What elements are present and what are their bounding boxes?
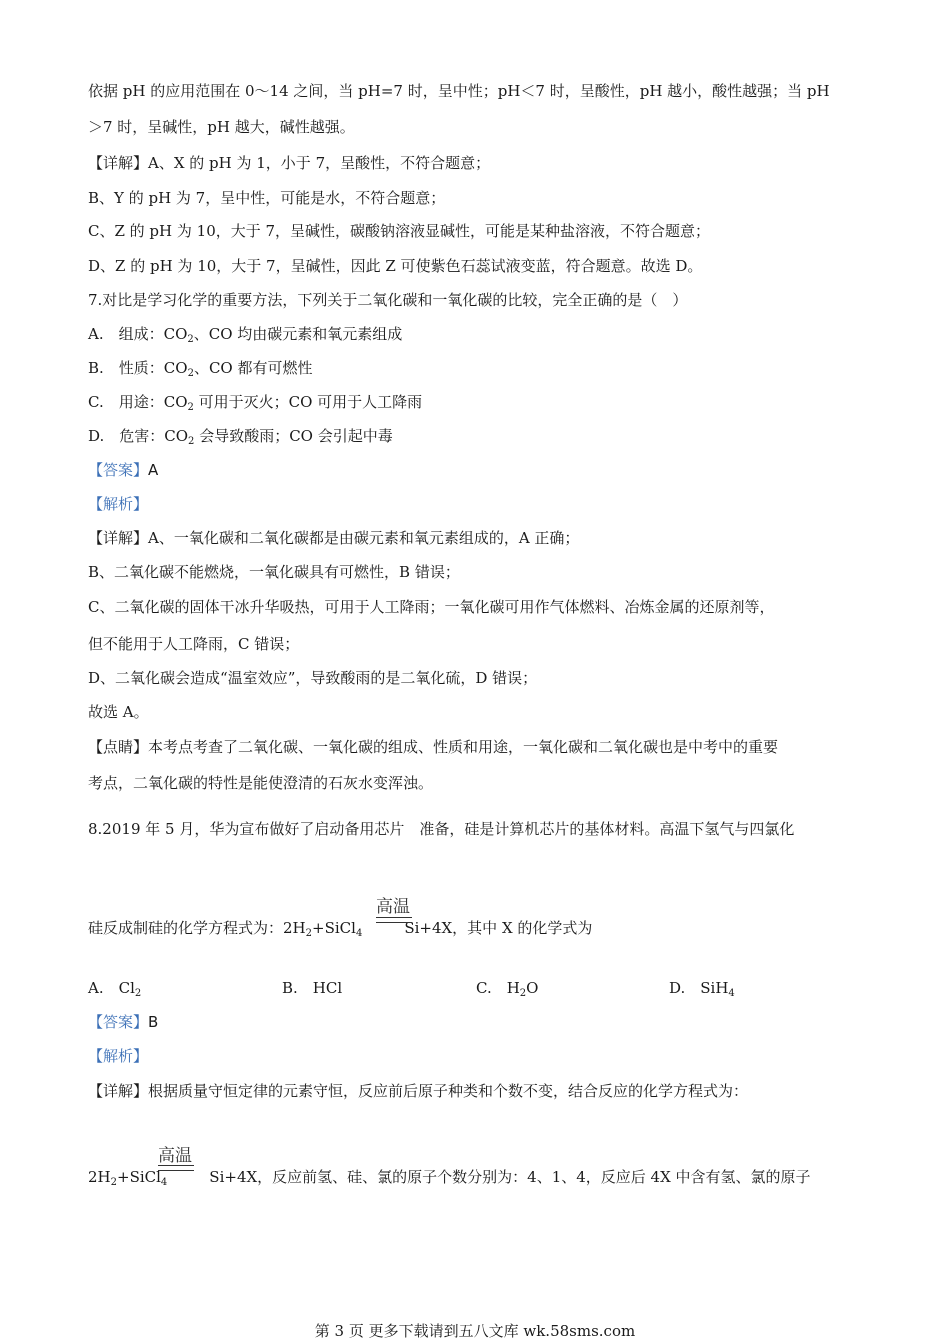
text-line: B、Y 的 pH 为 7，呈中性，可能是水，不符合题意； — [88, 189, 446, 207]
page-footer: 第 3 页 更多下载请到五八文库 wk.58sms.com — [314, 1322, 636, 1340]
option-8d: D. SiH$_4$ — [669, 979, 735, 999]
text-line: D、二氧化碳会造成“温室效应”，导致酸雨的是二氧化硫，D 错误； — [88, 669, 538, 687]
text-line: C、Z 的 pH 为 10，大于 7，呈碱性，碳酸钠溶液显碱性，可能是某种盐溶液，不符合题意； — [88, 222, 711, 240]
condition-high-temp: 高温 — [376, 897, 410, 917]
answer-7: 【答案】A — [88, 461, 159, 479]
answer-8: 【答案】B — [88, 1013, 159, 1031]
text-line: D、Z 的 pH 为 10，大于 7，呈碱性，因此 Z 可使紫色石蕊试液变蓝，符合题意。故选 D。 — [88, 257, 703, 275]
analysis-label-8: 【解析】 — [88, 1047, 149, 1065]
option-8c: C. $H_2O$ — [476, 979, 539, 999]
option-7a: A. 组成：$CO_2$、CO 均由碳元素和氧元素组成 — [88, 325, 403, 345]
text-line: 【详解】A、X 的 pH 为 1，小于 7，呈酸性，不符合题意； — [88, 154, 491, 172]
question-7: 7.对比是学习化学的重要方法，下列关于二氧化碳和一氧化碳的比较，完全正确的是（ ） — [88, 291, 688, 309]
option-7b: B. 性质：$CO_2$、CO 都有可燃性 — [88, 359, 313, 379]
option-7d: D. 危害：$CO_2$ 会导致酸雨；CO 会引起中毒 — [88, 427, 393, 447]
text-line: 【详解】A、一氧化碳和二氧化碳都是由碳元素和氧元素组成的，A 正确； — [88, 529, 580, 547]
text-line: ＞7 时，呈碱性，pH 越大，碱性越强。 — [88, 118, 355, 136]
option-7c: C. 用途：$CO_2$ 可用于灭火；CO 可用于人工降雨 — [88, 393, 423, 413]
analysis-label-7: 【解析】 — [88, 495, 149, 513]
text-line: 【点睛】本考点考查了二氧化碳、一氧化碳的组成、性质和用途，一氧化碳和二氧化碳也是中考中的重要 — [88, 738, 779, 756]
text-line: 依据 pH 的应用范围在 0～14 之间，当 pH=7 时，呈中性；pH＜7 时，呈酸性，pH 越小，酸性越强；当 pH — [88, 82, 830, 100]
text-line: 【详解】根据质量守恒定律的元素守恒，反应前后原子种类和个数不变，结合反应的化学方程式为： — [88, 1082, 749, 1100]
text-line: 故选 A。 — [88, 703, 149, 721]
equation-line: 硅反成制硅的化学方程式为：$2H_2+SiCl_4$ Si+4X，其中 X 的化学式为 — [88, 919, 593, 939]
text-line: C、二氧化碳的固体干冰升华吸热，可用于人工降雨；一氧化碳可用作气体燃料、冶炼金属的还原剂等， — [88, 598, 775, 616]
question-8: 8.2019 年 5 月，华为宣布做好了启动备用芯片 准备，硅是计算机芯片的基体材料。高温下氢气与四氯化 — [88, 820, 795, 838]
equation-line: $2H_2+SiCl_4$ Si+4X，反应前氢、硅、氯的原子个数分别为：4、1、4，反应后 4X 中含有氢、氯的原子 — [88, 1168, 811, 1188]
reaction-double-line — [376, 917, 412, 923]
text-line: 考点，二氧化碳的特性是能使澄清的石灰水变浑浊。 — [88, 774, 434, 792]
text-line: 但不能用于人工降雨，C 错误； — [88, 635, 300, 653]
text-line: B、二氧化碳不能燃烧，一氧化碳具有可燃性，B 错误； — [88, 563, 460, 581]
condition-high-temp: 高温 — [158, 1146, 192, 1166]
option-8b: B. HCl — [282, 979, 343, 997]
option-8a: A. $Cl_2$ — [88, 979, 142, 999]
reaction-double-line — [158, 1165, 194, 1171]
